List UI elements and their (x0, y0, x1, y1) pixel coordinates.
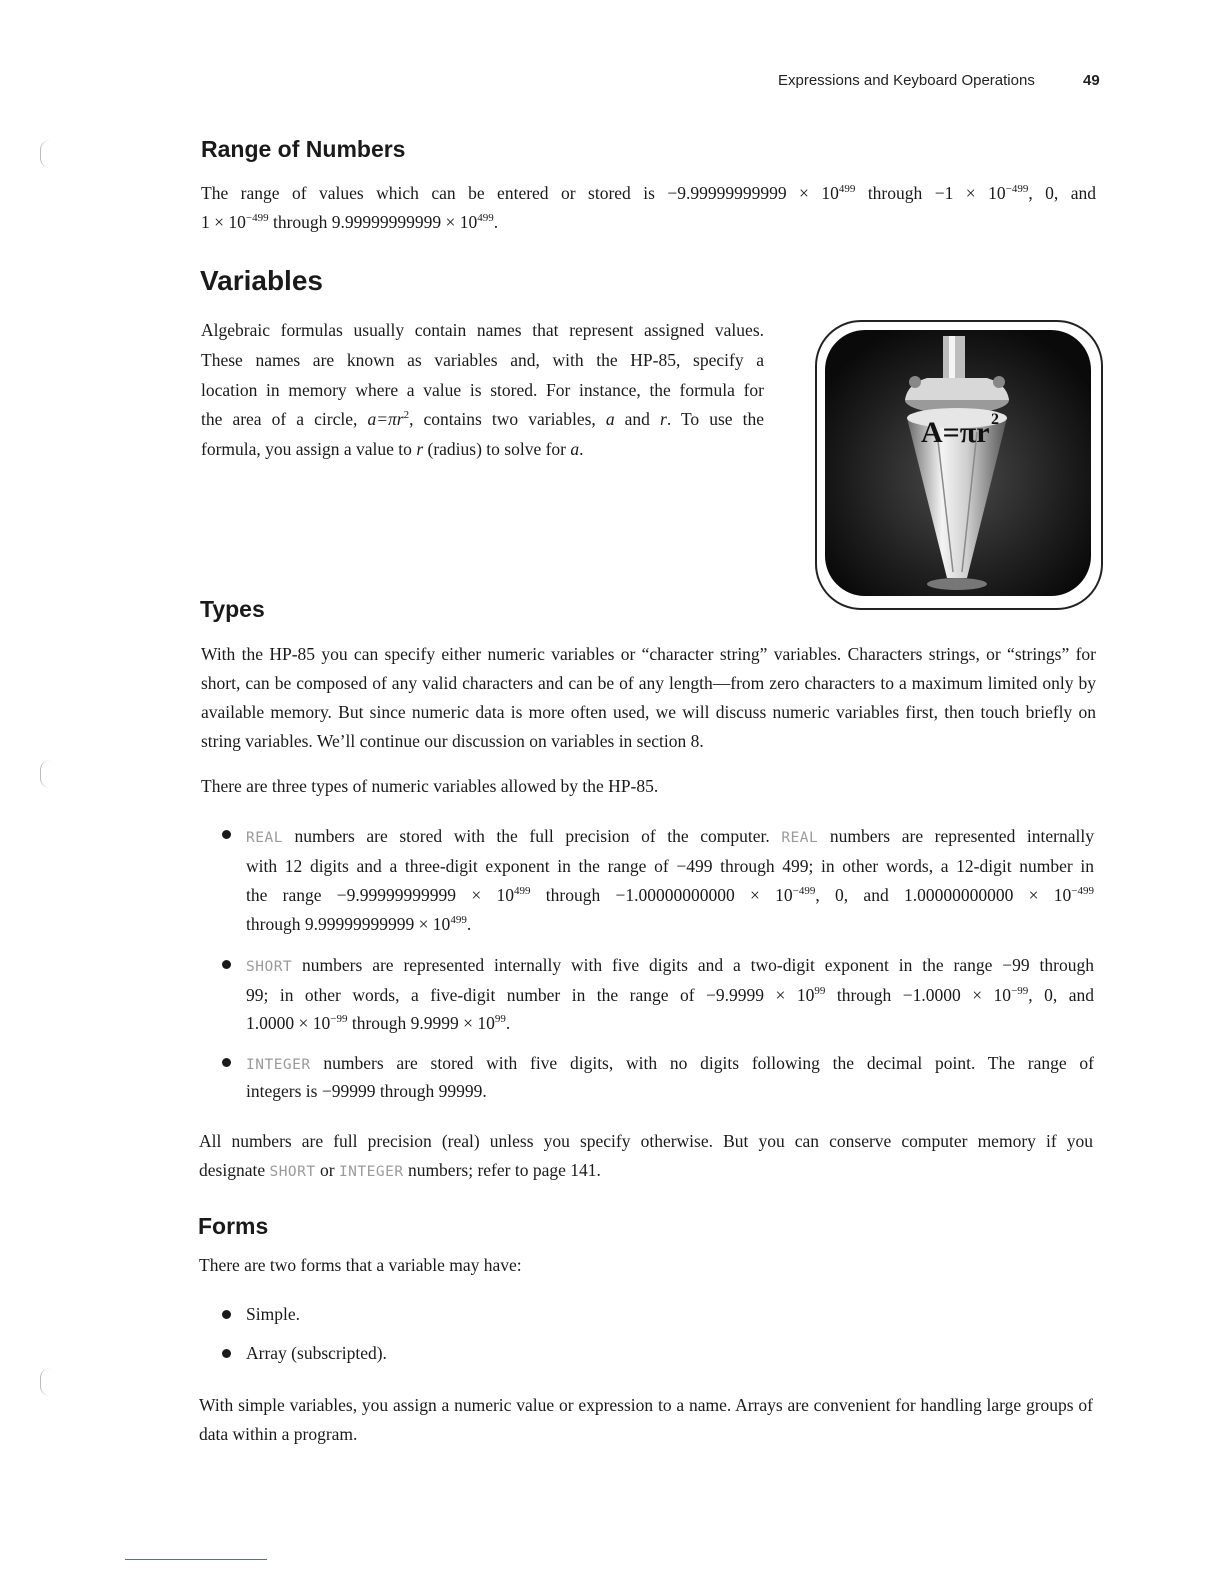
heading-variables: Variables (200, 265, 323, 296)
variables-line-4: the area of a circle, $a=\pi r^2$, contains two variables, a and r. To use the (201, 409, 765, 429)
real-line-1: REAL numbers are stored with the full precision of the computer. REAL numbers are represented internally (246, 826, 1094, 846)
forms-intro: There are two forms that a variable may have: (199, 1255, 522, 1275)
footer-rule (125, 1559, 267, 1560)
variables-line-1: Algebraic formulas usually contain names that represent assigned values. (201, 320, 764, 340)
real-line-4: through $9.99999999999 \times 10^{499}$. (246, 914, 472, 934)
forms-item-simple: Simple. (246, 1304, 300, 1324)
bullet (222, 830, 231, 839)
range-line-2: $1 \times 10^{-499}$ through $9.99999999999 \times 10^{499}$. (201, 212, 499, 232)
running-title: Expressions and Keyboard Operations (778, 72, 1035, 89)
keyword-integer: INTEGER (246, 1057, 311, 1073)
variables-line-2: These names are known as variables and, with the HP-85, specify a (201, 350, 764, 370)
variables-line-3: location in memory where a value is stored. For instance, the formula for (201, 380, 764, 400)
margin-mark (40, 760, 55, 788)
heading-types: Types (200, 596, 265, 622)
integer-line-1: INTEGER numbers are stored with five digits, with no digits following the decimal point. The range of (246, 1053, 1094, 1073)
bullet (222, 1058, 231, 1067)
heading-range-of-numbers: Range of Numbers (201, 136, 406, 162)
cone-illustration-art (817, 322, 1101, 608)
types-paragraph-1: With the HP-85 you can specify either numeric variables or “character string” variables. Characters strings, or “strings” for short, can be composed of any valid characters and can be of any length—from zero characters to a maximum limited only by available memory. But since numeric data is more often used, we will discuss numeric variables first, then touch briefly on string variables. We’ll continue our discussion on variables in section 8. (201, 644, 1096, 751)
bullet (222, 1310, 231, 1319)
integer-line-2: integers is −99999 through 99999. (246, 1081, 487, 1101)
types-paragraph-2: There are three types of numeric variables allowed by the HP-85. (201, 776, 659, 796)
bullet (222, 960, 231, 969)
formula-exponent: 2 (991, 411, 999, 428)
page-number: 49 (1083, 72, 1100, 89)
real-line-2: with 12 digits and a three-digit exponent in the range of −499 through 499; in other words, a 12-digit number in (246, 856, 1094, 876)
margin-mark (40, 1368, 55, 1396)
short-line-1: SHORT numbers are represented internally with five digits and a two-digit exponent in the range −99 through (246, 955, 1094, 975)
short-line-3: $1.0000 \times 10^{-99}$ through $9.9999 \times 10^{99}$. (246, 1013, 511, 1033)
bullet (222, 1349, 231, 1358)
real-line-3: the range $-9.99999999999 \times 10^{499}$ through $-1.00000000000 \times 10^{-499}$, 0, and $1.00000000000 \times 10^{-499}$ (246, 885, 1094, 905)
keyword-integer: INTEGER (338, 1164, 404, 1180)
forms-item-array: Array (subscripted). (246, 1343, 387, 1363)
heading-forms: Forms (198, 1213, 269, 1239)
formula-label: A=πr (921, 416, 990, 449)
range-line-1: The range of values which can be entered or stored is $-9.99999999999 \times 10^{499}$ through $-1 \times 10^{-499}$, 0, and (201, 183, 1096, 203)
keyword-short: SHORT (246, 959, 293, 975)
forms-closing-paragraph: With simple variables, you assign a numeric value or expression to a name. Arrays are convenient for handling large groups of data within a program. (199, 1395, 1093, 1444)
keyword-short: SHORT (269, 1164, 316, 1180)
variables-line-5: formula, you assign a value to r (radius) to solve for a. (201, 439, 584, 459)
margin-mark (40, 140, 55, 168)
types-paragraph-3-line-1: All numbers are full precision (real) unless you specify otherwise. But you can conserve computer memory if you (199, 1131, 1093, 1151)
cone-illustration (815, 320, 1103, 610)
short-line-2: 99; in other words, a five-digit number in the range of $-9.9999 \times 10^{99}$ through $-1.0000 \times 10^{-99}$, 0, and (246, 985, 1094, 1005)
types-paragraph-3-line-2: designate SHORT or INTEGER numbers; refer to page 141. (199, 1160, 601, 1180)
keyword-real: REAL (246, 830, 283, 846)
keyword-real: REAL (781, 830, 819, 846)
